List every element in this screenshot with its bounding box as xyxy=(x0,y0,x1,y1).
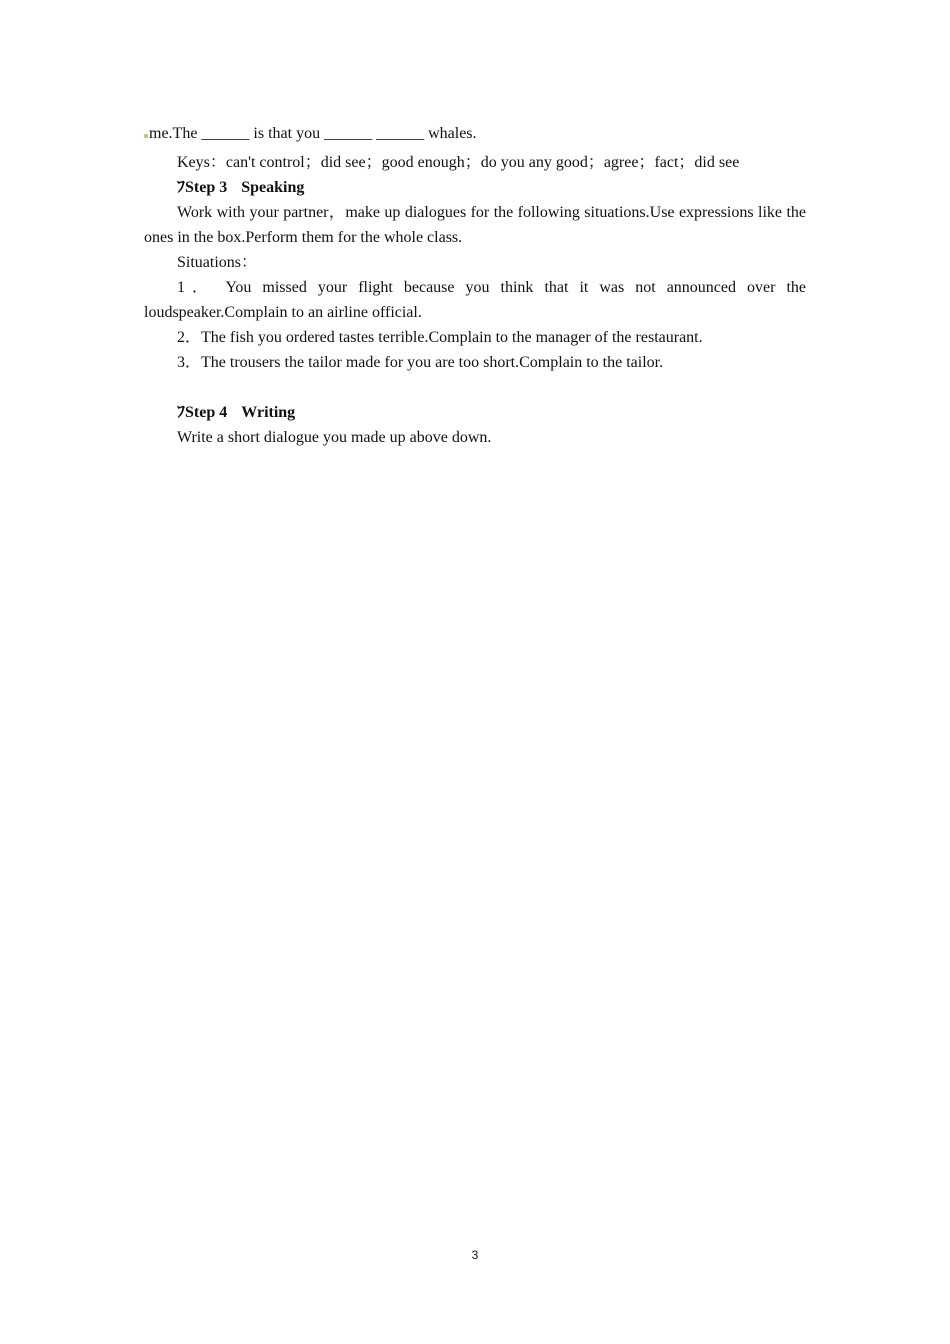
step4-label: Step 4 xyxy=(185,404,228,421)
page-number: 3 xyxy=(471,1248,479,1262)
step3-title: Speaking xyxy=(241,179,305,196)
step4-heading xyxy=(144,400,806,425)
situation-item-2: 2．The fish you ordered tastes terrible.Complain to the manager of the restaurant. xyxy=(177,329,703,346)
intro-line: me.The ______ is that you ______ ______ whales. xyxy=(144,122,806,146)
step3-label: Step 3 xyxy=(185,179,228,196)
situation-item-3: 3．The trousers the tailor made for you are too short.Complain to the tailor. xyxy=(177,354,664,371)
keys-line: Keys：can't control；did see；good enough；do you any good；agree；fact；did see xyxy=(177,154,740,171)
step4-prefix: ﾌ xyxy=(177,404,186,421)
edit-marker-icon xyxy=(144,134,148,138)
section-spacer xyxy=(144,375,806,400)
situation-item-1: 1． You missed your flight because you think that it was not announced over the loudspeaker.Complain to an airline official. xyxy=(144,279,806,321)
step3-instruction: Work with your partner，make up dialogues for the following situations.Use expressions like the ones in the box.Perform them for the whole class. xyxy=(144,204,806,246)
step3-heading xyxy=(144,175,806,200)
page-content xyxy=(144,122,806,450)
situations-label: Situations： xyxy=(177,254,258,271)
step4-title: Writing xyxy=(241,404,296,421)
step4-instruction: Write a short dialogue you made up above down. xyxy=(177,429,492,446)
step3-prefix: ﾌ xyxy=(177,179,186,196)
